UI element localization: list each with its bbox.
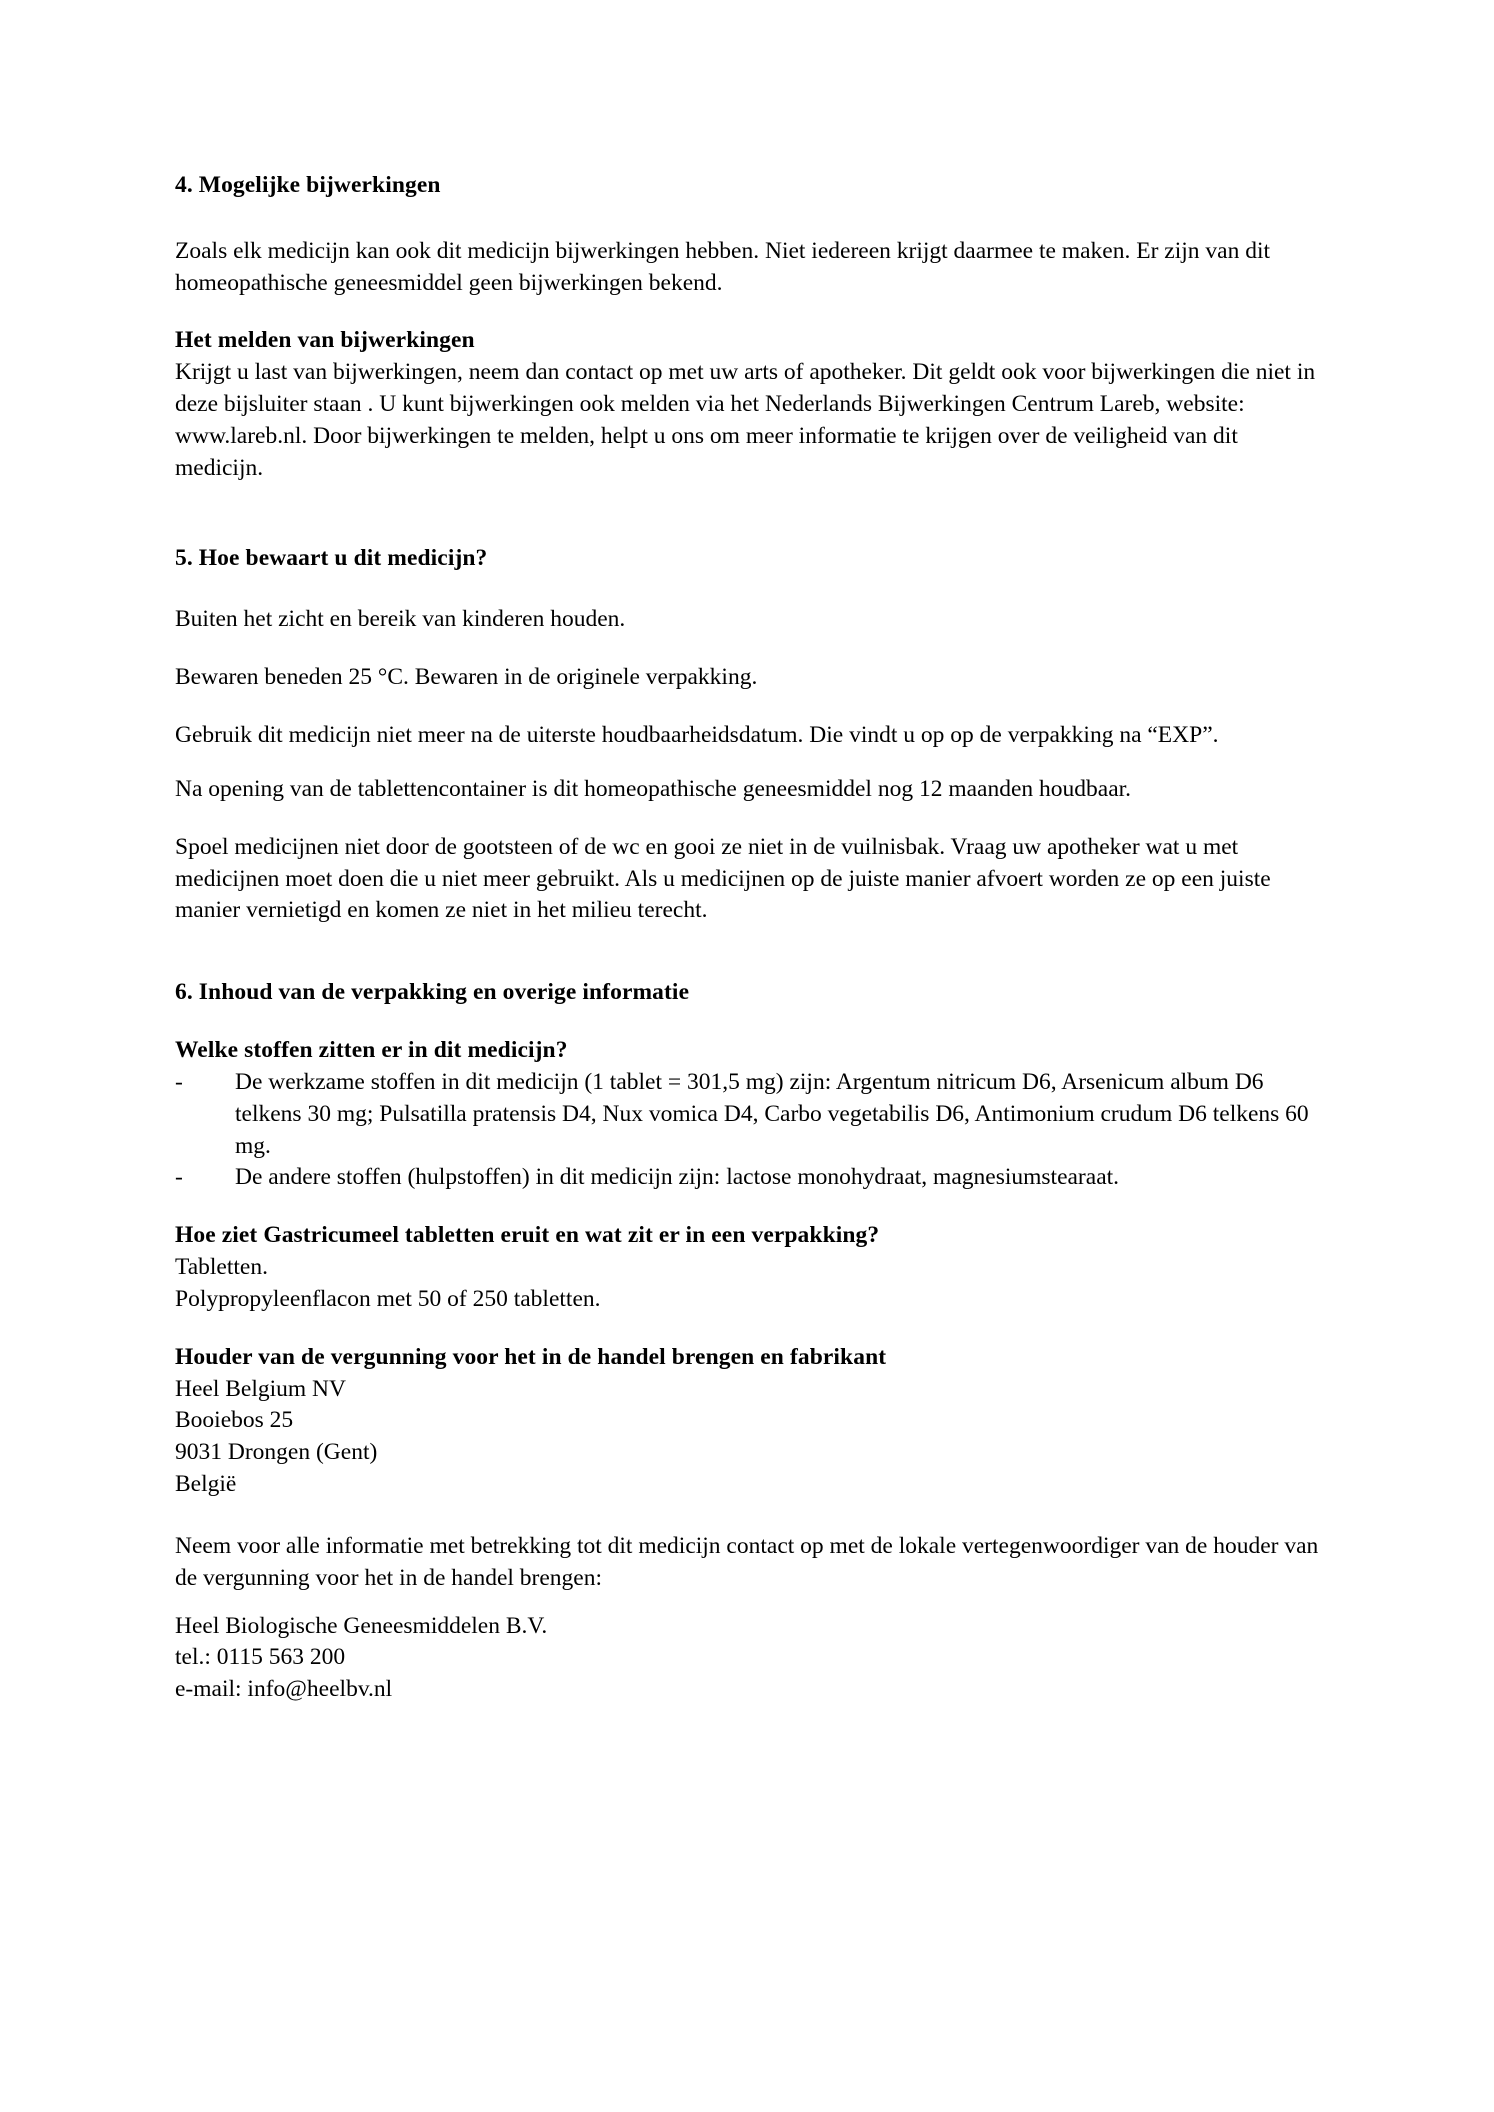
list-item-text: De andere stoffen (hulpstoffen) in dit medicijn zijn: lactose monohydraat, magnesiumstearaat.	[235, 1164, 1120, 1191]
spacer	[175, 806, 1324, 832]
contact-telephone: tel.: 0115 563 200	[175, 1644, 346, 1671]
spacer	[175, 694, 1324, 720]
spacer	[175, 574, 1324, 604]
document-body	[175, 170, 1324, 1706]
section-heading-4: 4. Mogelijke bijwerkingen	[175, 172, 441, 198]
list-item	[175, 1162, 1324, 1194]
dash-bullet: -	[175, 1164, 183, 1191]
subheading-marketing-authorisation-holder: Houder van de vergunning voor het in de handel brengen en fabrikant	[175, 1343, 887, 1370]
appearance-line-2: Polypropyleenflacon met 50 of 250 tabletten.	[175, 1285, 601, 1312]
address-line-2: Booiebos 25	[175, 1407, 294, 1434]
spacer	[175, 299, 1324, 325]
address-line-3: 9031 Drongen (Gent)	[175, 1439, 378, 1466]
list-item-text: De werkzame stoffen in dit medicijn (1 tablet = 301,5 mg) zijn: Argentum nitricum D6, Arsenicum album D6 telkens 30 mg; Pulsatilla pratensis D4, Nux vomica D4, Carbo vegetabilis D6, Antimonium crudum D6 telkens 60 mg.	[235, 1068, 1309, 1159]
spacer	[175, 1009, 1324, 1035]
spacer	[175, 1316, 1324, 1342]
spacer	[175, 927, 1324, 977]
spacer	[175, 636, 1324, 662]
storage-paragraph-2: Bewaren beneden 25 °C. Bewaren in de originele verpakking.	[175, 664, 758, 691]
appearance-line-1: Tabletten.	[175, 1254, 268, 1281]
storage-paragraph-1: Buiten het zicht en bereik van kinderen houden.	[175, 606, 626, 633]
section-heading-6: 6. Inhoud van de verpakking en overige informatie	[175, 979, 690, 1006]
contact-email: e-mail: info@heelbv.nl	[175, 1676, 393, 1703]
spacer	[175, 485, 1324, 543]
storage-paragraph-5: Spoel medicijnen niet door de gootsteen of de wc en gooi ze niet in de vuilnisbak. Vraag uw apotheker wat u met medicijnen moet doen die u niet meer gebruikt. Als u medicijnen op de juiste manier afvoert worden ze op een juiste manier vernietigd en komen ze niet in het milieu terecht.	[175, 833, 1271, 924]
spacer	[175, 1595, 1324, 1611]
spacer	[175, 202, 1324, 236]
contact-company-name: Heel Biologische Geneesmiddelen B.V.	[175, 1612, 548, 1639]
storage-paragraph-4: Na opening van de tablettencontainer is dit homeopathische geneesmiddel nog 12 maanden houdbaar.	[175, 775, 1132, 802]
ingredients-list	[175, 1067, 1324, 1194]
list-item	[175, 1067, 1324, 1162]
section-heading-5: 5. Hoe bewaart u dit medicijn?	[175, 544, 488, 571]
subheading-appearance: Hoe ziet Gastricumeel tabletten eruit en wat zit er in een verpakking?	[175, 1222, 880, 1249]
subheading-ingredients: Welke stoffen zitten er in dit medicijn?	[175, 1037, 568, 1064]
subheading-reporting-side-effects: Het melden van bijwerkingen	[175, 327, 475, 354]
address-line-1: Heel Belgium NV	[175, 1375, 346, 1402]
address-line-4: België	[175, 1471, 237, 1498]
spacer	[175, 1501, 1324, 1531]
spacer	[175, 752, 1324, 774]
storage-paragraph-3: Gebruik dit medicijn niet meer na de uiterste houdbaarheidsdatum. Die vindt u op op de verpakking na “EXP”.	[175, 722, 1219, 749]
local-representative-paragraph: Neem voor alle informatie met betrekking tot dit medicijn contact op met de lokale vertegenwoordiger van de houder van de vergunning voor het in de handel brengen:	[175, 1532, 1319, 1591]
spacer	[175, 1194, 1324, 1220]
reporting-side-effects-paragraph: Krijgt u last van bijwerkingen, neem dan contact op met uw arts of apotheker. Dit geldt ook voor bijwerkingen die niet in deze bijsluiter staan . U kunt bijwerkingen ook melden via het Nederlands Bijwerkingen Centrum Lareb, website: www.lareb.nl. Door bijwerkingen te melden, helpt u ons om meer informatie te krijgen over de veiligheid van dit medicijn.	[175, 359, 1316, 481]
section-4-paragraph: Zoals elk medicijn kan ook dit medicijn bijwerkingen hebben. Niet iedereen krijgt daarmee te maken. Er zijn van dit homeopathische geneesmiddel geen bijwerkingen bekend.	[175, 237, 1270, 296]
dash-bullet: -	[175, 1068, 183, 1095]
